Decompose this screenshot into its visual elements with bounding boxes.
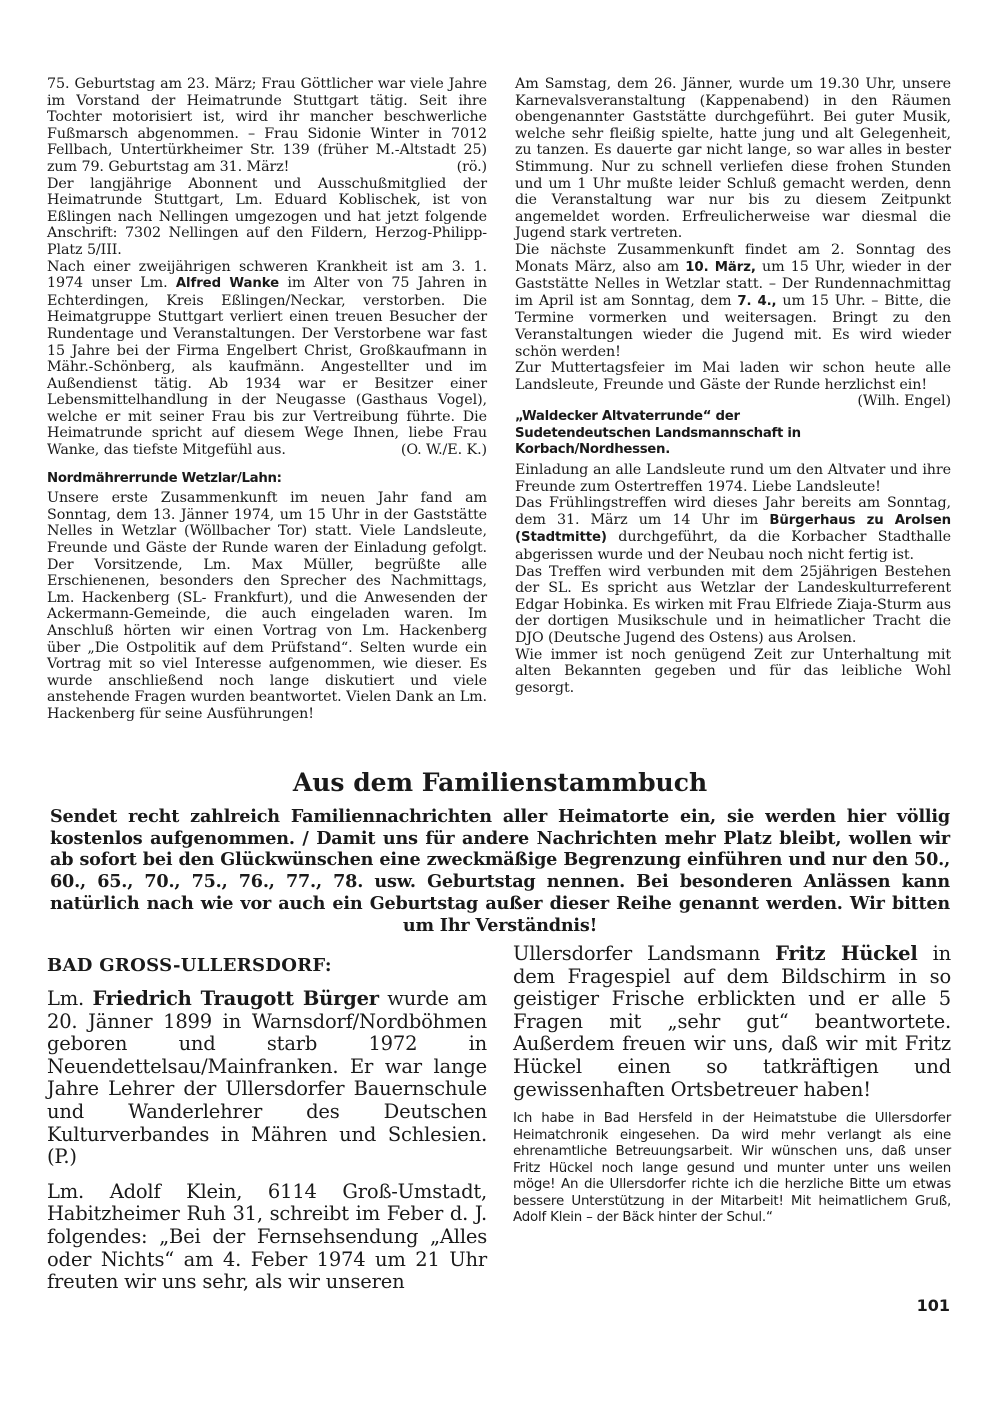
section-title: Aus dem Familienstammbuch [292, 768, 708, 797]
date-highlight: 10. März, [685, 259, 756, 275]
paragraph: Das Frühlingstreffen wird dieses Jahr bereits am Sonntag, dem 31. März um 14 Uhr im Bürgerhaus zu Arolsen (Stadtmitte) durchgeführt, da die Korbacher Stadthalle abgerissen wurde und der Neubau noch nicht fertig ist. [515, 495, 951, 564]
page-number: 101 [916, 1296, 950, 1315]
person-name: Fritz Hückel [775, 942, 918, 965]
lower-right-column [513, 943, 951, 1227]
paragraph: Wie immer ist noch genügend Zeit zur Unterhaltung mit alten Bekannten gegeben und für das leibliche Wohl gesorgt. [515, 646, 951, 696]
deceased-name: Alfred Wanke [175, 276, 280, 292]
paragraph: Die nächste Zusammenkunft findet am 2. Sonntag des Monats März, also am 10. März, um 15 Uhr, wieder in der Gaststätte Nelles in Wetzlar statt. – Der Rundennachmittag im April ist am Sonntag, dem 7. 4., um 15 Uhr. – Bitte, die Termine vormerken und weitersagen. Bringt zu den Veranstaltungen wieder die Jugend mit. Es wird wieder schön werden! [515, 241, 952, 360]
signature: (O. W./E. K.) [400, 442, 487, 459]
paragraph: Einladung an alle Landsleute rund um den Altvater und ihre Freunde zum Ostertreffen 1974. Liebe Landsleute! [515, 462, 951, 495]
paragraph: Ich habe in Bad Hersfeld in der Heimatstube die Ullersdorfer Heimatchronik eingesehen. Da wird mehr verlangt als eine ehrenamtliche Betreuungsarbeit. Wir wünschen uns, daß unser Fritz Hückel noch lange gesund und munter unter uns weilen möge! An die Ullersdorfer richte ich die herzliche Bitte um etwas bessere Unterstützung in der Mitarbeit! Mit heimatlichem Gruß, Adolf Klein – der Bäck hinter der Schul.“ [513, 1111, 951, 1226]
obituary-paragraph: Nach einer zweijährigen schweren Krankheit ist am 3. 1. 1974 unser Lm. Alfred Wanke im Alter von 75 Jahren in Echterdingen, Kreis Eßlingen/Neckar, verstorben. Die Heimatgruppe Stuttgart verliert einen treuen Besucher der Rundentage und Veranstaltungen. Der Verstorbene war fast 15 Jahre bei der Firma Engelbert Christ, Großkaufmann in Mähr.-Schönberg, als kaufmänn. Angestellter und im Außendienst tätig. Ab 1934 war er Besitzer einer Lebensmittelhandlung in der Neugasse (Gasthaus Vogel), welche er mit seiner Frau bis zur Vertreibung führte. Die Heimatrunde spricht auf diesem Wege Ihnen, liebe Frau Wanke, das tiefste Mitgefühl aus. (O. W./E. K.) [47, 258, 488, 459]
place-heading: BAD GROSS-ULLERSDORF: [47, 955, 332, 976]
signature: (rö.) [456, 158, 487, 175]
paragraph: Unsere erste Zusammenkunft im neuen Jahr fand am Sonntag, dem 13. Jänner 1974, um 15 Uhr in der Gaststätte Nelles in Wetzlar (Wöllbacher Tor) statt. Viele Landsleute, Freunde und Gäste der Runde waren der Einladung gefolgt. Der Vorsitzende, Lm. Max Müller, begrüßte alle Erschienenen, besonders den Sprecher des Nachmittags, Lm. Hackenberg (SL- Frankfurt), und die Anwesenden der Ackermann-Gemeinde, die auch eingeladen waren. Im Anschluß hörten wir einen Vortrag von Lm. Hackenberg über „Die Ostpolitik auf dem Prüfstand“. Selten wurde ein Vortrag mit so viel Interesse aufgenommen, wie dieser. Es wurde anschließend noch lange diskutiert und viele anstehende Fragen wurden beantwortet. Vielen Dank an Lm. Hackenberg für seine Ausführungen! [47, 490, 487, 722]
person-name: Friedrich Traugott Bürger [92, 987, 379, 1010]
date-highlight: 7. 4., [737, 293, 777, 309]
paragraph: Der langjährige Abonnent und Ausschußmitglied der Heimatrunde Stuttgart, Lm. Eduard Koblischek, ist von Eßlingen nach Nellingen umgezogen und hat jetzt folgende Anschrift: 7302 Nellingen auf den Fildern, Herzog-Philipp-Platz 5/III. [47, 175, 487, 258]
paragraph: Lm. Friedrich Traugott Bürger wurde am 20. Jänner 1899 in Warnsdorf/Nordböhmen geboren und starb 1972 in Neuendettelsau/Mainfranken. Er war lange Jahre Lehrer der Ullersdorfer Bauernschule und Wanderlehrer des Deutschen Kulturverbandes in Mähren und Schlesien. (P.) [47, 987, 488, 1169]
lower-left-column [47, 955, 487, 1294]
venue-highlight: Bürgerhaus zu Arolsen (Stadtmitte) [515, 512, 951, 546]
paragraph: Lm. Adolf Klein, 6114 Groß-Umstadt, Habitzheimer Ruh 31, schreibt im Feber d. J. folgendes: „Bei der Fernsehsendung „Alles oder Nichts“ am 4. Feber 1974 um 21 Uhr freuten wir uns sehr, als wir unseren [47, 1179, 487, 1294]
paragraph: 75. Geburtstag am 23. März; Frau Göttlicher war viele Jahre im Vorstand der Heimatrunde Stuttgart tätig. Seit ihre Tochter motorisiert ist, wird ihr mancher beschwerliche Fußmarsch abgenommen. – Frau Sidonie Winter in 7012 Fellbach, Untertürkheimer Str. 139 (früher M.-Altstadt 25) zum 79. Geburtstag am 31. März! (rö.) [47, 76, 487, 175]
signature: (Wilh. Engel) [857, 393, 951, 410]
left-column [47, 76, 487, 723]
right-column [515, 76, 951, 696]
paragraph: Am Samstag, dem 26. Jänner, wurde um 19.30 Uhr, unsere Karnevalsveranstaltung (Kappenabend) in den Räumen obengenannter Gaststätte durchgeführt. Bei guter Musik, welche sehr fleißig spielte, hatte jung und alt Gelegenheit, zu tanzen. Es dauerte gar nicht lange, so war alles in bester Stimmung. Nur zu schnell verliefen diese frohen Stunden und um 1 Uhr mußte leider Schluß gemacht werden, denn die Veranstaltung war nur bis zu diesem Zeitpunkt angemeldet worden. Erfreulicherweise war diesmal die Jugend stark vertreten. [515, 76, 951, 242]
paragraph: Ullersdorfer Landsmann Fritz Hückel in dem Fragespiel auf dem Bildschirm in so geistiger Frische erblickten und er alle 5 Fragen mit „sehr gut“ beantwortete. Außerdem freuen wir uns, daß wir mit Fritz Hückel einen so tatkräftigen und gewissenhaften Ortsbetreuer haben! [513, 942, 952, 1101]
section-intro: Sendet recht zahlreich Familiennachrichten aller Heimatorte ein, sie werden hier völlig kostenlos aufgenommen. / Damit uns für andere Nachrichten mehr Platz bleibt, wollen wir ab sofort bei den Glückwünschen eine zweckmäßige Begrenzung einführen und nur den 50., 60., 65., 70., 75., 76., 77., 78. usw. Geburtstag nennen. Bei besonderen Anlässen kann natürlich nach wie vor auch ein Geburtstag außer dieser Reihe genannt werden. Wir bitten um Ihr Verständnis! [50, 806, 950, 936]
paragraph: Zur Muttertagsfeier im Mai laden wir schon heute alle Landsleute, Freunde und Gäste der Runde herzlichst ein! (Wilh. Engel) [515, 360, 951, 410]
section-heading: „Waldecker Altvaterrunde“ der Sudetendeutschen Landsmannschaft in Korbach/Nordhessen. [515, 409, 801, 458]
paragraph: Das Treffen wird verbunden mit dem 25jährigen Bestehen der SL. Es spricht aus Wetzlar der Landeskulturreferent Edgar Hobinka. Es wirken mit Frau Elfriede Ziaja-Sturm aus der dortigen Musikschule und in heimatlicher Tracht die DJO (Deutsche Jugend des Ostens) aus Arolsen. [515, 563, 951, 646]
section-heading: Nordmährerrunde Wetzlar/Lahn: [47, 470, 282, 486]
